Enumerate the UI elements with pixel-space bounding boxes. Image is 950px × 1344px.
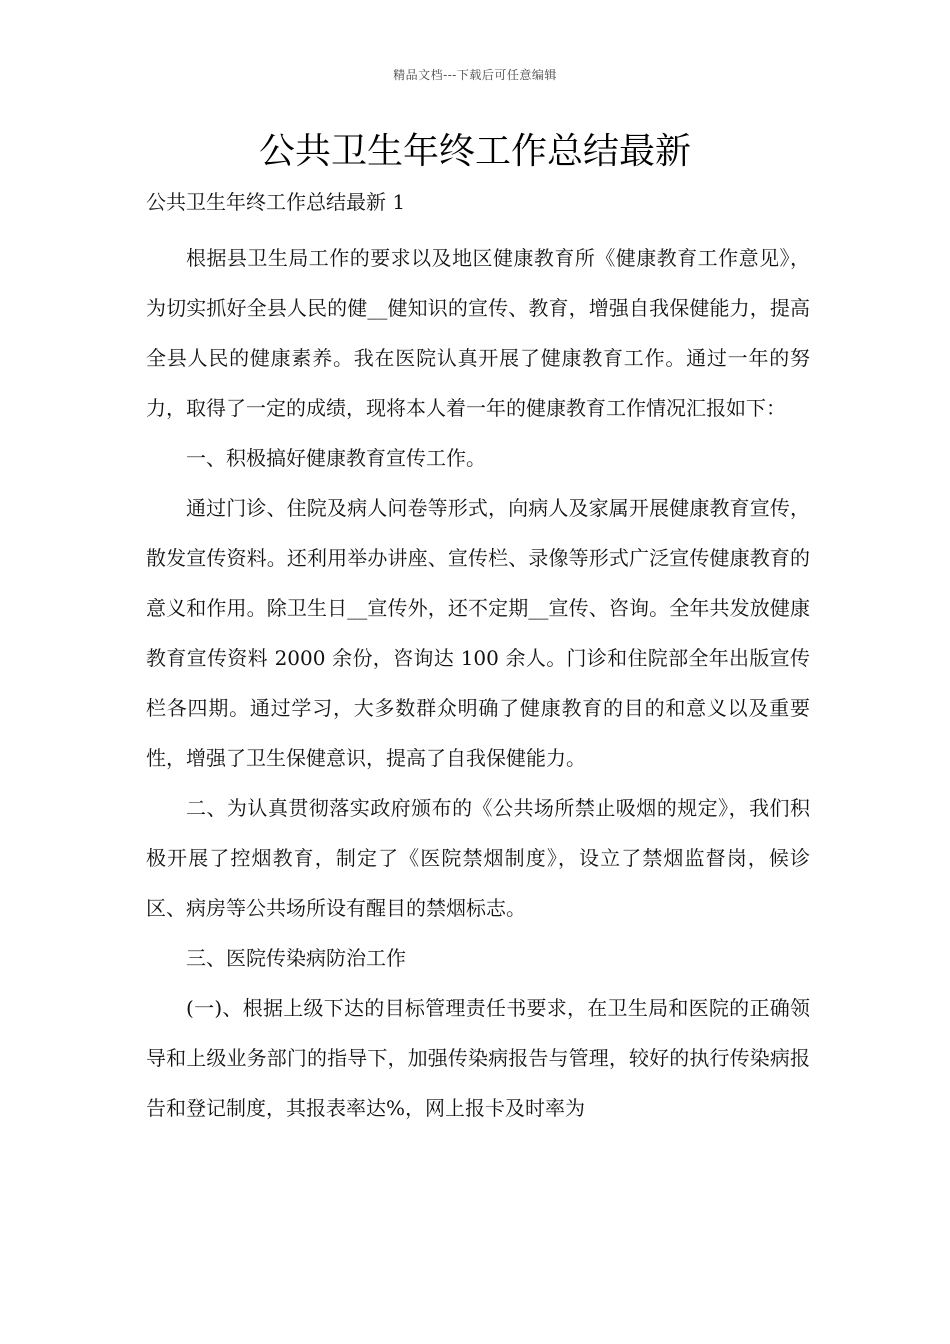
header-note: 精品文档---下载后可任意编辑 bbox=[393, 68, 557, 82]
document-body bbox=[146, 233, 810, 1133]
paragraph-smoking-control: 二、为认真贯彻落实政府颁布的《公共场所禁止吸烟的规定》，我们积极开展了控烟教育，制定了《医院禁烟制度》，设立了禁烟监督岗，候诊区、病房等公共场所设有醒目的禁烟标志。 bbox=[146, 796, 810, 920]
document-title: 公共卫生年终工作总结最新 bbox=[258, 131, 691, 172]
paragraph-heading-1: 一、积极搞好健康教育宣传工作。 bbox=[186, 446, 486, 470]
paragraph-heading-3: 三、医院传染病防治工作 bbox=[186, 946, 406, 970]
paragraph-intro: 根据县卫生局工作的要求以及地区健康教育所《健康教育工作意见》，为切实抓好全县人民的健__健知识的宣传、教育，增强自我保健能力，提高全县人民的健康素养。我在医院认真开展了健康教育工作。通过一年的努力，取得了一定的成绩，现将本人着一年的健康教育工作情况汇报如下： bbox=[146, 246, 810, 420]
paragraph-infectious-disease: (一)、根据上级下达的目标管理责任书要求，在卫生局和医院的正确领导和上级业务部门的指导下，加强传染病报告与管理，较好的执行传染病报告和登记制度，其报表率达%，网上报卡及时率为 bbox=[146, 996, 810, 1120]
document-subtitle: 公共卫生年终工作总结最新 1 bbox=[146, 190, 406, 214]
paragraph-publicity: 通过门诊、住院及病人问卷等形式，向病人及家属开展健康教育宣传，散发宣传资料。还利用举办讲座、宣传栏、录像等形式广泛宣传健康教育的意义和作用。除卫生日__宣传外，还不定期__宣传、咨询。全年共发放健康教育宣传资料 2000 余份，咨询达 100 余人。门诊和住院部全年出版宣传栏各四期。通过学习，大多数群众明确了健康教育的目的和意义以及重要性，增强了卫生保健意识，提高了自我保健能力。 bbox=[146, 496, 810, 770]
